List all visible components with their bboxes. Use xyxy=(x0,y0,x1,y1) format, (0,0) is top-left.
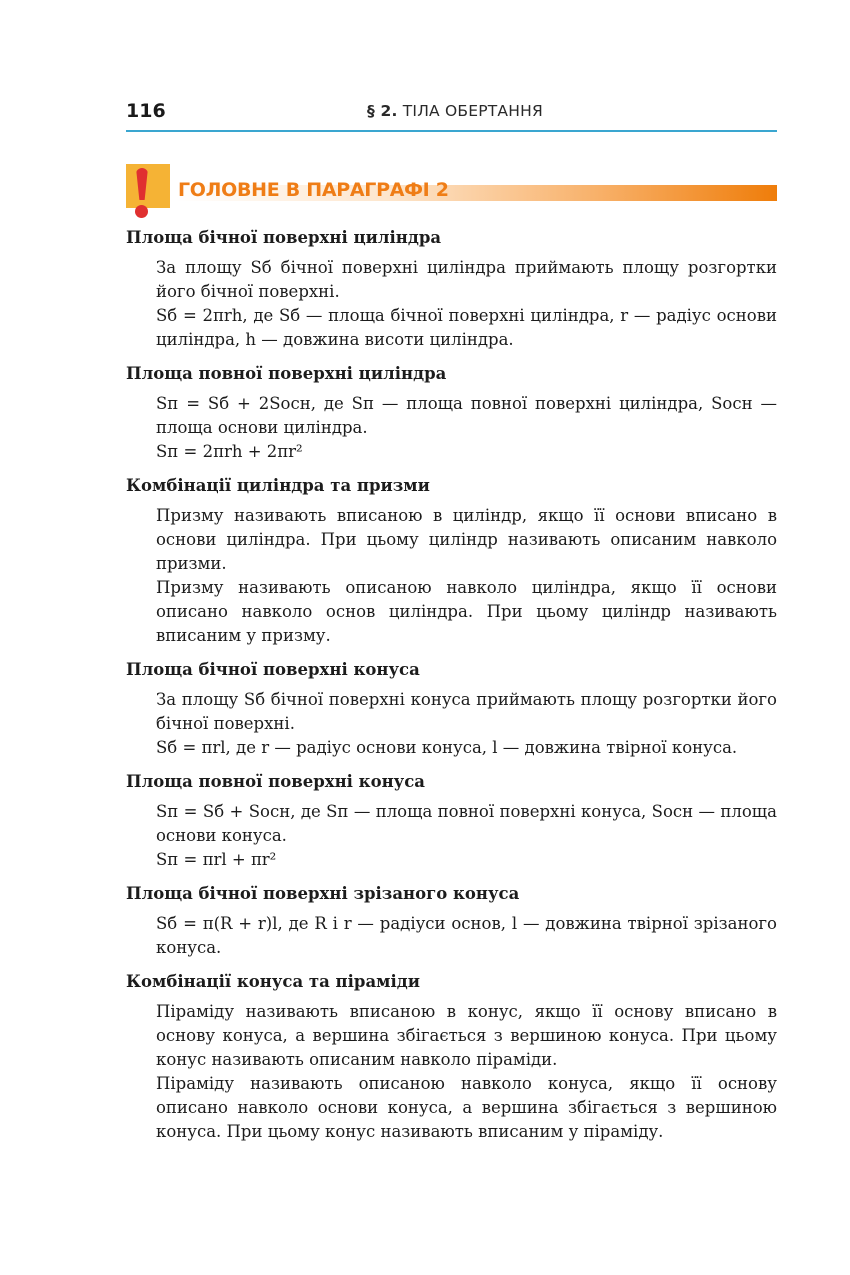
page-header xyxy=(126,98,777,132)
summary-banner xyxy=(126,164,777,220)
section-heading: Площа бічної поверхні конуса xyxy=(126,660,420,679)
section-cylinder-total-area xyxy=(126,362,777,464)
section-heading: Площа бічної поверхні зрізаного конуса xyxy=(126,884,520,903)
paragraph: Призму називають описаною навколо циліндра, якщо її основи описано навколо основ циліндра. При цьому циліндр називають вписаним у призму. xyxy=(156,578,777,645)
paragraph: Sб = πrl, де r — радіус основи конуса, l — довжина твірної конуса. xyxy=(156,738,738,757)
paragraph: Sб = 2πrh, де Sб — площа бічної поверхні циліндра, r — радіус основи циліндра, h — довжина висоти циліндра. xyxy=(156,306,777,349)
section-heading: Комбінації конуса та піраміди xyxy=(126,972,420,991)
exclamation-icon xyxy=(126,164,170,208)
paragraph: Піраміду називають описаною навколо конуса, якщо її основу описано навколо основи конуса, а вершина збігається з вершиною конуса. При цьому конус називають вписаним у піраміду. xyxy=(156,1074,777,1141)
section-cone-total-area xyxy=(126,770,777,872)
paragraph: За площу Sб бічної поверхні конуса приймають площу розгортки його бічної поверхні. xyxy=(156,690,777,733)
section-cone-lateral-area xyxy=(126,658,777,760)
section-heading: Площа повної поверхні циліндра xyxy=(126,364,447,383)
paragraph: Призму називають вписаною в циліндр, якщо її основи вписано в основи циліндра. При цьому циліндр називають описаним навколо призми. xyxy=(156,506,777,573)
section-heading: Комбінації циліндра та призми xyxy=(126,476,430,495)
summary-content xyxy=(126,226,777,1154)
section-mark: § 2. xyxy=(367,102,398,120)
paragraph: Sп = Sб + 2Sосн, де Sп — площа повної поверхні циліндра, Sосн — площа основи циліндра. xyxy=(156,394,777,437)
running-head xyxy=(367,102,543,120)
section-heading: Площа повної поверхні конуса xyxy=(126,772,425,791)
formula: Sп = 2πrh + 2πr² xyxy=(156,442,303,461)
section-cone-pyramid xyxy=(126,970,777,1144)
section-cylinder-prism xyxy=(126,474,777,648)
paragraph: Піраміду називають вписаною в конус, якщо її основу вписано в основу конуса, а вершина збігається з вершиною конуса. При цьому конус називають описаним навколо піраміди. xyxy=(156,1002,777,1069)
section-heading: Площа бічної поверхні циліндра xyxy=(126,228,442,247)
banner-title: ГОЛОВНЕ В ПАРАГРАФІ 2 xyxy=(178,179,449,201)
paragraph: За площу Sб бічної поверхні циліндра приймають площу розгортки його бічної поверхні. xyxy=(156,258,777,301)
section-frustum-lateral-area xyxy=(126,882,777,960)
formula: Sп = πrl + πr² xyxy=(156,850,277,869)
page-number: 116 xyxy=(126,100,166,122)
paragraph: Sб = π(R + r)l, де R і r — радіуси основ, l — довжина твірної зрізаного конуса. xyxy=(156,914,777,957)
exclamation-dot xyxy=(135,205,148,218)
paragraph: Sп = Sб + Sосн, де Sп — площа повної поверхні конуса, Sосн — площа основи конуса. xyxy=(156,802,777,845)
section-title: ТІЛА ОБЕРТАННЯ xyxy=(402,102,543,120)
section-cylinder-lateral-area xyxy=(126,226,777,352)
